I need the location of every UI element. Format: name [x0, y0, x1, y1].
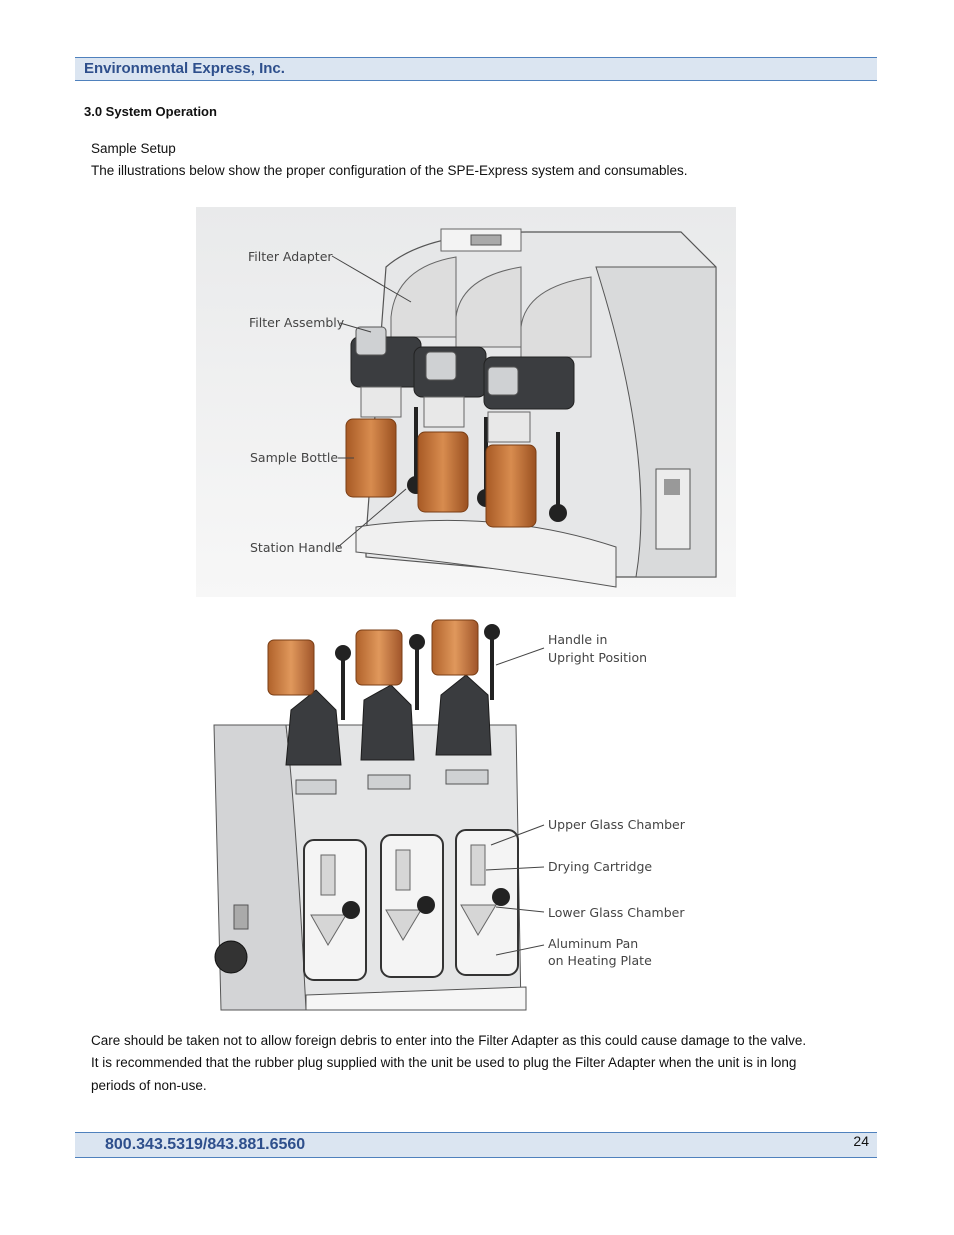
figure-side-view [196, 615, 696, 1030]
label-station-handle: Station Handle [250, 540, 343, 555]
caution-line-1: Care should be taken not to allow foreign debris to enter into the Filter Adapter as this could cause damage to the valve. [91, 1033, 807, 1048]
company-name: Environmental Express, Inc. [84, 60, 285, 77]
label-handle-line2: Upright Position [548, 650, 648, 665]
intro-text: The illustrations below show the proper configuration of the SPE-Express system and consumables. [91, 163, 688, 178]
label-upper-glass-chamber: Upper Glass Chamber [548, 817, 685, 832]
label-handle-line1: Handle in [548, 632, 608, 647]
label-aluminum-pan-line2: on Heating Plate [548, 953, 652, 968]
label-drying-cartridge: Drying Cartridge [548, 859, 653, 874]
label-filter-assembly: Filter Assembly [249, 315, 345, 330]
page-number: 24 [853, 1133, 869, 1149]
label-sample-bottle: Sample Bottle [250, 450, 339, 465]
label-aluminum-pan-line1: Aluminum Pan [548, 936, 639, 951]
footer-bar [75, 1132, 877, 1158]
caution-line-3: periods of non-use. [91, 1078, 207, 1093]
header-bar [75, 57, 877, 81]
caution-line-2: It is recommended that the rubber plug supplied with the unit be used to plug the Filter Adapter when the unit is in long [91, 1055, 797, 1070]
figure-front-view [196, 207, 736, 597]
label-filter-adapter: Filter Adapter [248, 249, 333, 264]
label-lower-glass-chamber: Lower Glass Chamber [548, 905, 685, 920]
footer-phone: 800.343.5319/843.881.6560 [105, 1136, 306, 1153]
intro-subtitle: Sample Setup [91, 141, 176, 156]
section-title: 3.0 System Operation [84, 104, 217, 119]
